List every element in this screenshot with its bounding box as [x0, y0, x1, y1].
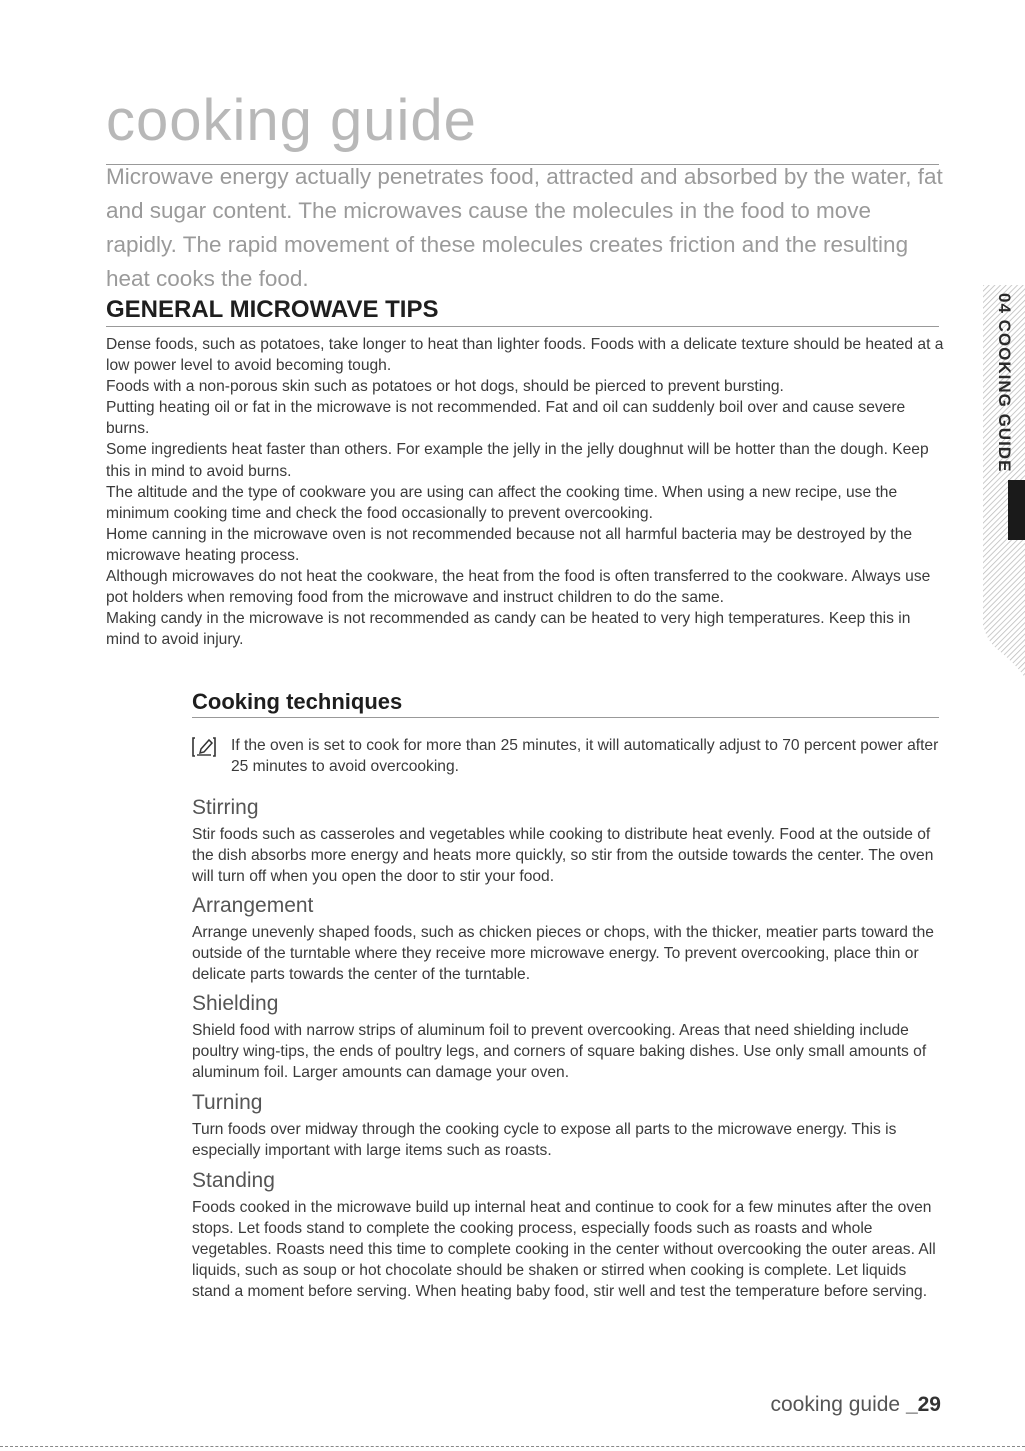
tip-item: Dense foods, such as potatoes, take longer to heat than lighter foods. Foods with a delicate texture should be heated at a low power level to avoid becoming tough. — [106, 336, 944, 375]
page-number: _29 — [905, 1393, 941, 1416]
technique-stirring — [192, 795, 944, 887]
tip-item: Home canning in the microwave oven is not recommended because not all harmful bacteria may be destroyed by the microwave heating process. — [106, 525, 913, 564]
tip-item: Putting heating oil or fat in the microwave is not recommended. Fat and oil can suddenly boil over and cause severe burns. — [106, 399, 906, 438]
subsection-title: Cooking techniques — [192, 688, 939, 718]
note-pencil-icon — [192, 736, 216, 758]
tips-list — [106, 334, 944, 650]
techniques-list — [192, 795, 944, 1302]
technique-text: Turn foods over midway through the cooking cycle to expose all parts to the microwave energy. This is especially important with large items such as roasts. — [192, 1121, 897, 1159]
technique-text: Foods cooked in the microwave build up internal heat and continue to cook for a few minutes after the oven stops. Let foods stand to complete the cooking process, especially foods such as roasts and whole vegetables. Roasts need this time to complete cooking in the center without overcooking the outer areas. All liquids, such as soup or hot chocolate should be shaken or stirred when cooking is complete. Let liquids stand a moment before serving. When heating baby food, stir well and test the temperature before serving. — [192, 1199, 936, 1300]
tip-item: Making candy in the microwave is not recommended as candy can be heated to very high temperatures. Keep this in mind to avoid injury. — [106, 610, 911, 649]
bottom-divider — [0, 1446, 1025, 1447]
intro-paragraph: Microwave energy actually penetrates food, attracted and absorbed by the water, fat and sugar content. The microwaves cause the molecules in the food to move rapidly. The rapid movement of these molecules creates friction and the resulting heat cooks the food. — [106, 164, 943, 291]
note-box — [192, 735, 942, 777]
technique-standing — [192, 1168, 944, 1302]
tip-item: Some ingredients heat faster than others. For example the jelly in the jelly doughnut will be hotter than the dough. Keep this in mind to avoid burns. — [106, 441, 929, 480]
technique-title: Stirring — [192, 796, 259, 819]
page-title: cooking guide — [106, 78, 939, 165]
technique-text: Shield food with narrow strips of aluminum foil to prevent overcooking. Areas that need shielding include poultry wing-tips, the ends of poultry legs, and corners of square baking dishes. Use only small amounts of aluminum foil. Larger amounts can damage your oven. — [192, 1022, 927, 1081]
chapter-side-tab — [983, 285, 1025, 678]
section-title: GENERAL MICROWAVE TIPS — [106, 295, 939, 327]
note-text: If the oven is set to cook for more than 25 minutes, it will automatically adjust to 70 percent power after 25 minutes to avoid overcooking. — [231, 737, 939, 775]
technique-text: Stir foods such as casseroles and vegetables while cooking to distribute heat evenly. Food at the outside of the dish absorbs more energy and heats more quickly, so stir from the outside towards the center. The oven will turn off when you open the door to stir your food. — [192, 826, 934, 885]
technique-turning — [192, 1090, 944, 1161]
side-tab-label: 04 COOKING GUIDE — [995, 292, 1014, 473]
technique-text: Arrange unevenly shaped foods, such as chicken pieces or chops, with the thicker, meatier parts toward the outside of the turntable where they receive more microwave energy. To prevent overcooking, place thin or delicate parts towards the center of the turntable. — [192, 924, 934, 983]
tip-item: Although microwaves do not heat the cookware, the heat from the food is often transferred to the cookware. Always use pot holders when removing food from the microwave and instruct children to do the same. — [106, 568, 931, 607]
technique-title: Standing — [192, 1169, 275, 1192]
page-footer — [771, 1393, 942, 1417]
technique-title: Arrangement — [192, 894, 314, 917]
technique-title: Turning — [192, 1091, 263, 1114]
chapter-marker — [1008, 480, 1025, 540]
technique-title: Shielding — [192, 992, 279, 1015]
technique-arrangement — [192, 893, 944, 985]
footer-label: cooking guide — [770, 1393, 901, 1416]
technique-shielding — [192, 991, 944, 1083]
tip-item: Foods with a non-porous skin such as potatoes or hot dogs, should be pierced to prevent bursting. — [106, 378, 784, 396]
tip-item: The altitude and the type of cookware you are using can affect the cooking time. When using a new recipe, use the minimum cooking time and check the food occasionally to prevent overcooking. — [106, 483, 898, 522]
